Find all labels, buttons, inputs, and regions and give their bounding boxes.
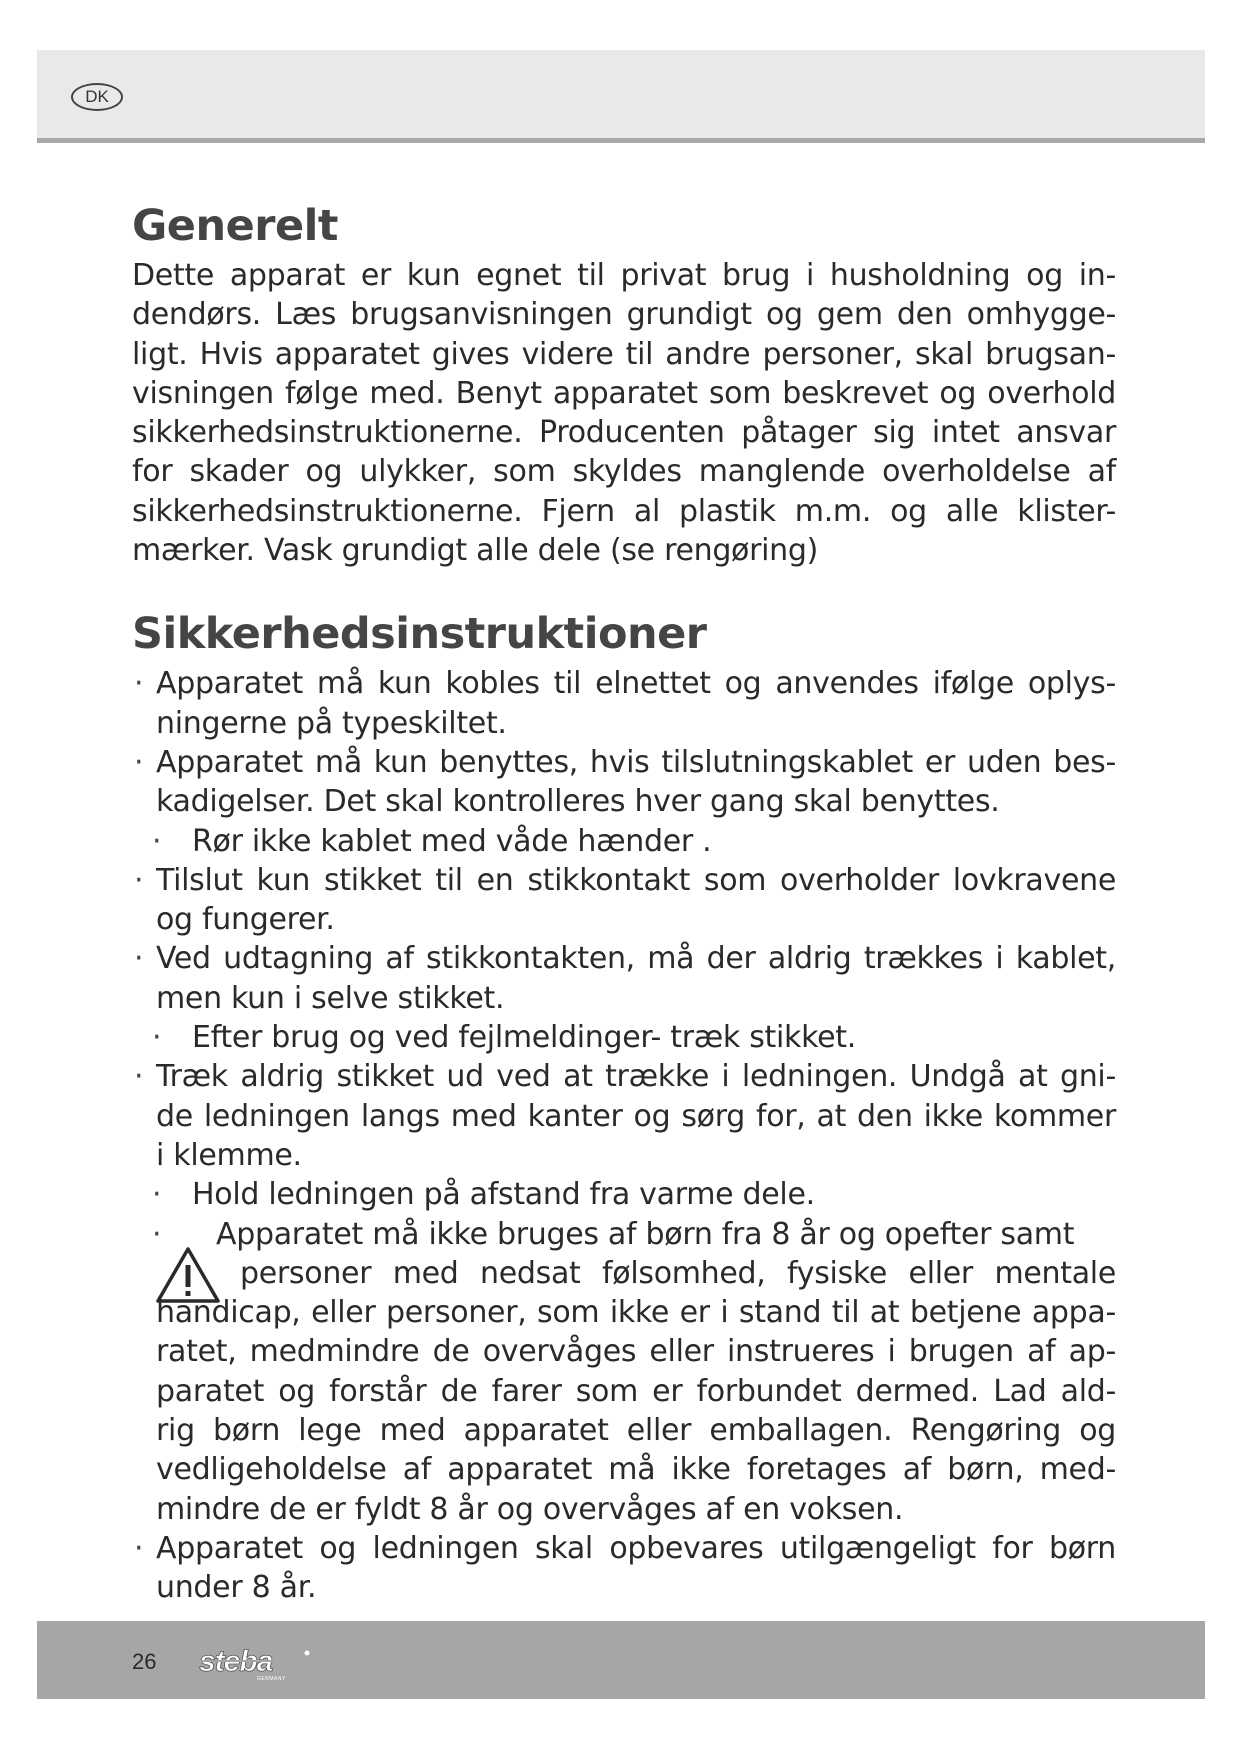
list-item bbox=[132, 1018, 1116, 1057]
list-item bbox=[132, 1057, 1116, 1175]
item-line: Apparatet og ledningen skal opbevares utilgængeligt for børn bbox=[156, 1530, 1116, 1566]
list-item bbox=[132, 939, 1116, 1018]
brand-subtext: GERMANY bbox=[257, 1676, 286, 1682]
warning-triangle-icon bbox=[154, 1245, 222, 1305]
item-line: personer med nedsat følsomhed, fysiske eller mentale bbox=[240, 1255, 1116, 1291]
item-line: Rør ikke kablet med våde hænder . bbox=[192, 823, 712, 859]
item-line: i klemme. bbox=[156, 1137, 302, 1173]
safety-list bbox=[132, 664, 1116, 1607]
list-item bbox=[132, 861, 1116, 940]
item-line: paratet og forstår de farer som er forbundet dermed. Lad ald- bbox=[156, 1373, 1116, 1409]
item-line: de ledningen langs med kanter og sørg for, at den ikke kommer bbox=[156, 1098, 1116, 1134]
list-item bbox=[132, 1529, 1116, 1608]
page-content bbox=[132, 196, 1116, 1608]
paragraph-line: Dette apparat er kun egnet til privat brug i husholdning og in- bbox=[132, 258, 1116, 293]
bullet: · bbox=[134, 744, 144, 780]
bullet: · bbox=[134, 941, 144, 977]
item-line: Hold ledningen på afstand fra varme dele. bbox=[192, 1177, 815, 1213]
footer-bar bbox=[37, 1621, 1205, 1699]
bullet: · bbox=[152, 823, 162, 859]
bullet: · bbox=[134, 666, 144, 702]
list-item bbox=[132, 1175, 1116, 1214]
list-item bbox=[132, 822, 1116, 861]
section-heading-general: Generelt bbox=[132, 201, 338, 251]
paragraph-line: for skader og ulykker, som skyldes manglende overholdelse af bbox=[132, 454, 1116, 490]
section-heading-safety: Sikkerhedsinstruktioner bbox=[132, 609, 707, 660]
bullet: · bbox=[134, 1530, 144, 1566]
list-item bbox=[132, 743, 1116, 822]
item-line: ningerne på typeskiltet. bbox=[156, 705, 507, 741]
item-line: og fungerer. bbox=[156, 902, 335, 938]
item-line: Apparatet må kun benyttes, hvis tilslutningskablet er uden bes- bbox=[156, 744, 1116, 780]
bullet: · bbox=[134, 1059, 144, 1095]
item-line: Apparatet må kun kobles til elnettet og anvendes ifølge oplys- bbox=[156, 666, 1116, 702]
item-line: Ved udtagning af stikkontakten, må der aldrig trækkes i kablet, bbox=[156, 941, 1116, 977]
bullet: · bbox=[152, 1216, 162, 1252]
item-line: rig børn lege med apparatet eller emballagen. Rengøring og bbox=[156, 1413, 1116, 1449]
paragraph-line: sikkerhedsinstruktionerne. Fjern al plastik m.m. og alle klister- bbox=[132, 493, 1116, 529]
paragraph-line: visningen følge med. Benyt apparatet som beskrevet og overhold bbox=[132, 375, 1116, 411]
item-line: vedligeholdelse af apparatet må ikke foretages af børn, med- bbox=[156, 1452, 1116, 1488]
item-line: Apparatet må ikke bruges af børn fra 8 år og opefter samt bbox=[216, 1216, 1075, 1252]
item-line: under 8 år. bbox=[156, 1570, 317, 1606]
item-line: handicap, eller personer, som ikke er i stand til at betjene appa- bbox=[156, 1295, 1116, 1331]
bullet: · bbox=[152, 1177, 162, 1213]
item-line: mindre de er fyldt 8 år og overvåges af en voksen. bbox=[156, 1491, 904, 1527]
item-line: ratet, medmindre de overvåges eller instrueres i brugen af ap- bbox=[156, 1334, 1116, 1370]
list-item-warning bbox=[132, 1215, 1116, 1529]
item-line: men kun i selve stikket. bbox=[156, 980, 505, 1016]
header-bar bbox=[37, 50, 1205, 143]
paragraph-line: ligt. Hvis apparatet gives videre til andre personer, skal brugsan- bbox=[132, 336, 1116, 372]
paragraph-line: dendørs. Læs brugsanvisningen grundigt og gem den omhygge- bbox=[132, 297, 1116, 333]
language-badge: DK bbox=[71, 83, 123, 111]
item-line: kadigelser. Det skal kontrolleres hver gang skal benyttes. bbox=[156, 784, 1000, 820]
brand-text: steba bbox=[199, 1645, 273, 1678]
steba-logo bbox=[195, 1643, 315, 1683]
bullet: · bbox=[152, 1020, 162, 1056]
item-line: Tilslut kun stikket til en stikkontakt som overholder lovkravene bbox=[156, 862, 1116, 898]
list-item bbox=[132, 664, 1116, 743]
bullet: · bbox=[134, 862, 144, 898]
general-paragraph bbox=[132, 256, 1116, 570]
paragraph-line: mærker. Vask grundigt alle dele (se rengøring) bbox=[132, 533, 819, 569]
item-line: Efter brug og ved fejlmeldinger- træk stikket. bbox=[192, 1020, 856, 1056]
page-number: 26 bbox=[132, 1649, 157, 1674]
paragraph-line: sikkerhedsinstruktionerne. Producenten påtager sig intet ansvar bbox=[132, 415, 1116, 451]
item-line: Træk aldrig stikket ud ved at trække i ledningen. Undgå at gni- bbox=[156, 1059, 1116, 1095]
